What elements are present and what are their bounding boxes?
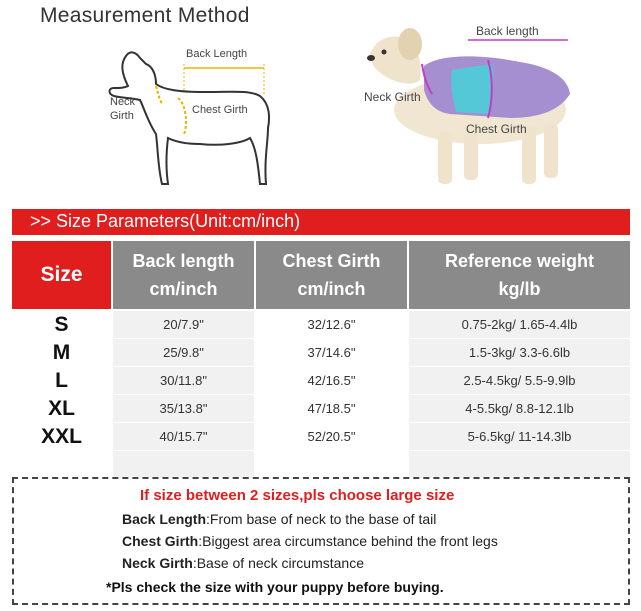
back-length-cell: 25/9.8" [113,339,254,366]
chest-girth-cell: 47/18.5" [307,401,356,416]
chest-girth-label: Chest Girth [192,104,248,116]
header-size [12,241,111,309]
size-table [12,241,630,477]
reference-weight-cell: 2.5-4.5kg/ 5.5-9.9lb [409,367,630,394]
size-cell: M [52,341,71,364]
back-length-cell: 30/11.8" [113,367,254,394]
reference-weight-cell: 1.5-3kg/ 3.3-6.6lb [409,339,630,366]
back-length-cell: 35/13.8" [113,395,254,422]
size-cell: XL [48,397,75,420]
note-desc: :From base of neck to the base of tail [206,511,437,527]
back-length-cell: 40/15.7" [113,423,254,450]
chest-girth-cell [256,451,407,478]
dog-outline-figure [100,34,280,204]
neck-girth-label-line1: Neck [110,96,136,108]
check-size-note: *Pls check the size with your puppy before buying. [106,579,444,595]
chest-girth-cell: 32/12.6" [307,317,356,332]
note-desc: :Biggest area circumstance behind the front legs [198,533,498,549]
note-desc: :Base of neck circumstance [192,555,364,571]
note-term: Neck Girth [122,555,193,571]
back-length-label: Back length [476,24,539,38]
reference-weight-cell [409,451,630,478]
size-warning-text: If size between 2 sizes,pls choose large size [140,487,455,504]
header-back-length [113,241,254,309]
header-back-length-unit: cm/inch [149,279,218,299]
back-length-note [122,511,436,527]
neck-girth-note [122,555,364,571]
back-length-cell: 20/7.9" [113,311,254,338]
table-row [12,423,630,450]
table-row [12,395,630,422]
table-row-empty [12,451,630,478]
dog-with-coat-figure [360,14,580,194]
size-cell: S [54,313,69,336]
table-row [12,311,630,338]
reference-weight-cell: 5-6.5kg/ 11-14.3lb [409,423,630,450]
header-back-length-label: Back length [132,251,235,271]
header-size-label: Size [40,263,83,286]
size-cell: XXL [41,425,82,448]
reference-weight-cell: 4-5.5kg/ 8.8-12.1lb [409,395,630,422]
banner-text: >> Size Parameters(Unit:cm/inch) [30,211,301,231]
dog-wearing-coat-icon [360,14,580,194]
back-length-label: Back Length [186,48,248,60]
header-reference-weight-unit: kg/lb [498,279,541,299]
neck-girth-label: Neck Girth [364,90,421,104]
page-title: Measurement Method [40,4,250,27]
chest-girth-cell: 37/14.6" [307,345,356,360]
note-term: Chest Girth [122,533,199,549]
header-chest-girth [256,241,407,309]
header-reference-weight [409,241,630,309]
table-row [12,367,630,394]
neck-girth-label-line2: Girth [110,110,134,122]
size-parameters-banner [12,209,630,235]
size-notes-box [12,477,630,605]
chest-girth-cell: 52/20.5" [307,429,356,444]
reference-weight-cell: 0.75-2kg/ 1.65-4.4lb [409,311,630,338]
chest-girth-cell: 42/16.5" [307,373,356,388]
back-length-cell [113,451,254,478]
header-chest-girth-unit: cm/inch [297,279,366,299]
header-chest-girth-label: Chest Girth [282,251,381,271]
chest-girth-label: Chest Girth [466,122,527,136]
header-reference-weight-label: Reference weight [444,251,595,271]
size-cell: L [55,369,68,392]
table-row [12,339,630,366]
chest-girth-note [122,533,498,549]
size-cell [12,451,111,478]
note-term: Back Length [122,511,207,527]
